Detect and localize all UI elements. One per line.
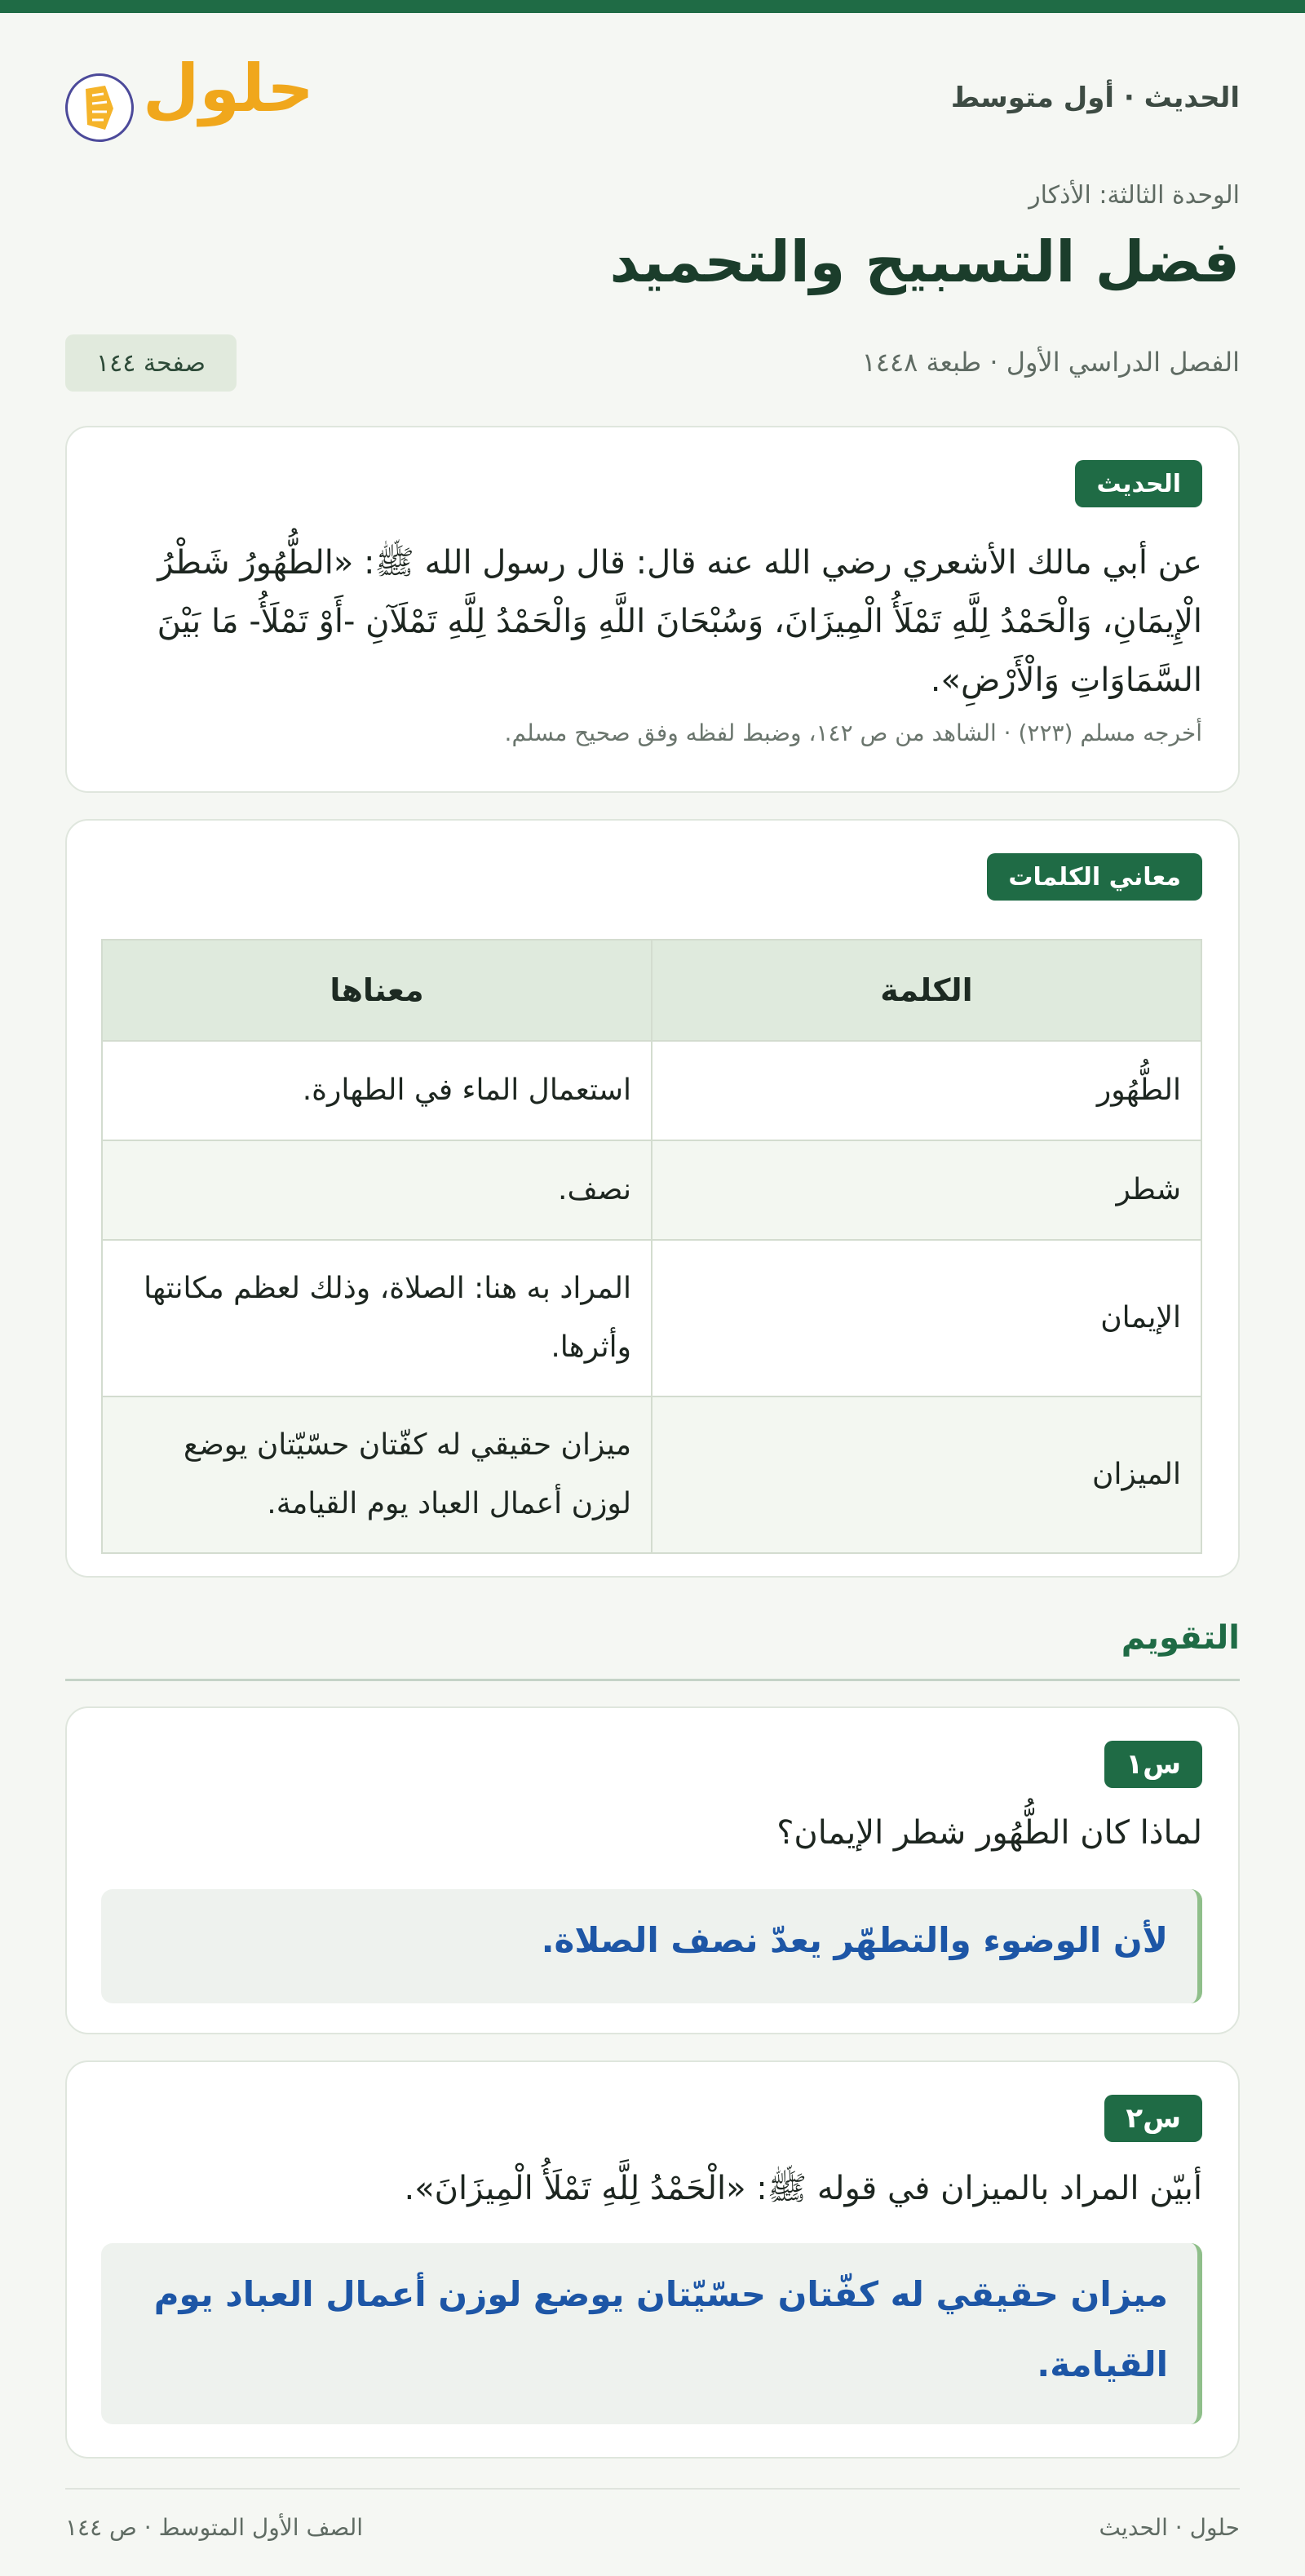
subject-label: الحديث · أول متوسط	[950, 82, 1240, 114]
meaning-cell: ميزان حقيقي له كفّتان حسّيّتان يوضع لوزن أعمال العباد يوم القيامة.	[102, 1396, 652, 1553]
word-meanings-table	[101, 939, 1202, 1554]
question-number-badge: س٢	[1104, 2095, 1202, 2142]
page-header	[65, 51, 1240, 147]
unit-label: الوحدة الثالثة: الأذكار	[1029, 181, 1240, 210]
table-row	[102, 1240, 1201, 1396]
footer-divider	[65, 2488, 1240, 2490]
term-edition: الفصل الدراسي الأول · طبعة ١٤٤٨	[861, 347, 1240, 378]
answer-box: ميزان حقيقي له كفّتان حسّيّتان يوضع لوزن أعمال العباد يوم القيامة.	[101, 2243, 1202, 2424]
meanings-tag: معاني الكلمات	[987, 853, 1202, 901]
hadith-card	[65, 426, 1240, 793]
question-card	[65, 2060, 1240, 2459]
hadith-tag: الحديث	[1075, 460, 1202, 507]
hadith-source: أخرجه مسلم (٢٢٣) · الشاهد من ص ١٤٢، وضبط لفظه وفق صحيح مسلم.	[504, 719, 1202, 746]
question-text: لماذا كان الطُّهُور شطر الإيمان؟	[776, 1814, 1202, 1852]
answer-box: لأن الوضوء والتطهّر يعدّ نصف الصلاة.	[101, 1889, 1202, 2003]
hadith-text: عن أبي مالك الأشعري رضي الله عنه قال: قال رسول الله ﷺ: «الطُّهُورُ شَطْرُ الْإِيمَانِ، وَالْحَمْدُ لِلَّهِ تَمْلَأُ الْمِيزَانَ، وَسُبْحَانَ اللَّهِ وَالْحَمْدُ لِلَّهِ تَمْلَآنِ -أَوْ تَمْلَأُ- مَا بَيْنَ السَّمَاوَاتِ وَالْأَرْضِ».	[157, 544, 1202, 699]
table-row	[102, 1140, 1201, 1240]
site-logo[interactable]	[65, 51, 314, 147]
word-cell: الطُّهُور	[652, 1041, 1201, 1140]
question-number-badge: س١	[1104, 1741, 1202, 1788]
page-number-badge: صفحة ١٤٤	[65, 334, 237, 392]
question-card	[65, 1706, 1240, 2034]
section-divider	[65, 1679, 1240, 1681]
evaluation-heading: التقويم	[1121, 1619, 1240, 1657]
word-meanings-card	[65, 819, 1240, 1578]
question-text: أبيّن المراد بالميزان في قوله ﷺ: «الْحَمْدُ لِلَّهِ تَمْلَأُ الْمِيزَانَ».	[404, 2170, 1202, 2207]
word-cell: الميزان	[652, 1396, 1201, 1553]
meaning-cell: نصف.	[102, 1140, 652, 1240]
meaning-cell: استعمال الماء في الطهارة.	[102, 1041, 652, 1140]
page-title: فضل التسبيح والتحميد	[609, 228, 1240, 295]
table-header-word: الكلمة	[652, 940, 1201, 1041]
meaning-cell: المراد به هنا: الصلاة، وذلك لعظم مكانتها وأثرها.	[102, 1240, 652, 1396]
footer-site-label: حلول · الحديث	[1099, 2514, 1240, 2541]
table-header-meaning: معناها	[102, 940, 652, 1041]
word-cell: شطر	[652, 1140, 1201, 1240]
logo-emblem-icon	[65, 73, 134, 142]
footer-page-label: الصف الأول المتوسط · ص ١٤٤	[65, 2514, 364, 2541]
table-row	[102, 1396, 1201, 1553]
top-accent-bar	[0, 0, 1305, 13]
table-row	[102, 1041, 1201, 1140]
word-cell: الإيمان	[652, 1240, 1201, 1396]
logo-wordmark: حلول	[143, 51, 314, 126]
